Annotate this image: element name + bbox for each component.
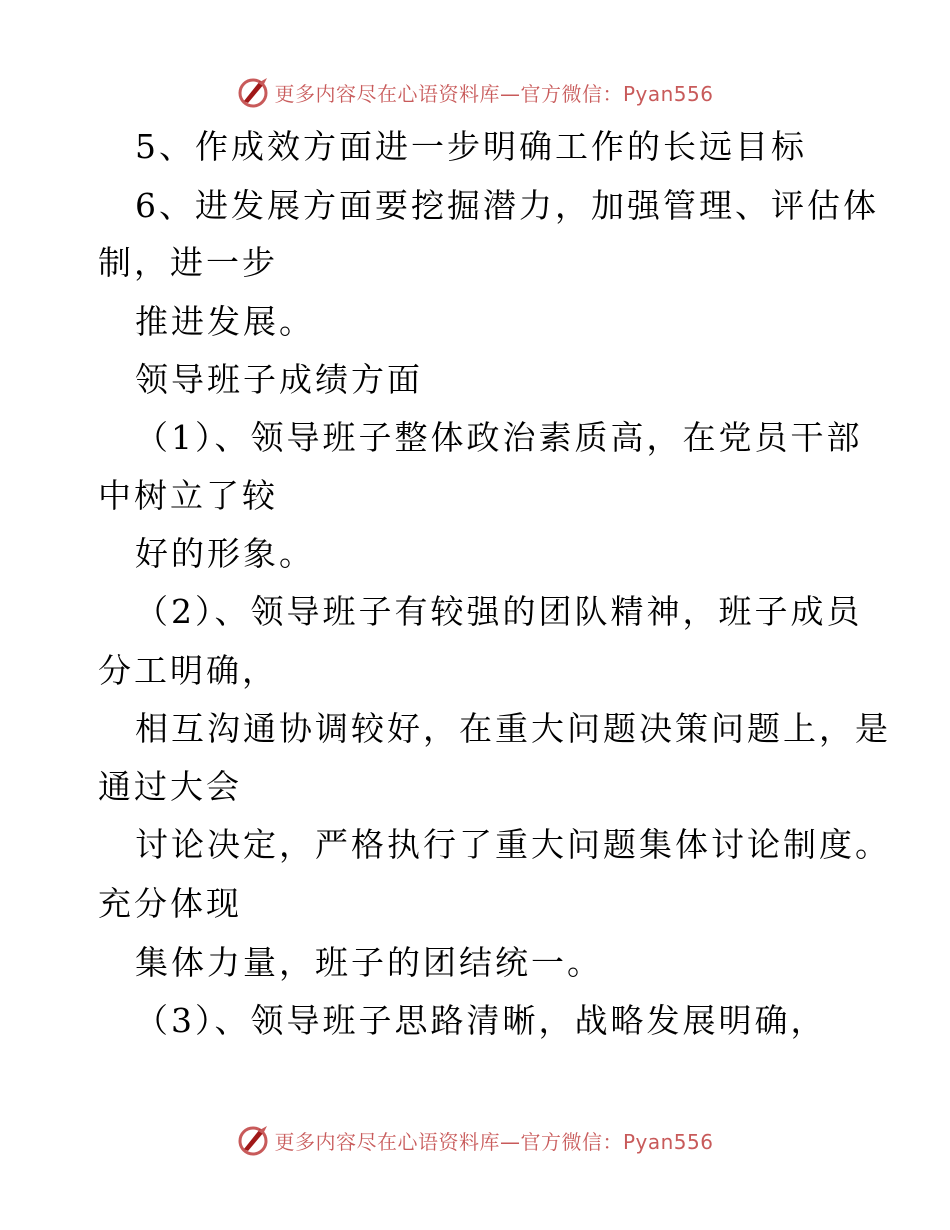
body-line: 好的形象。 (135, 534, 315, 573)
body-line: 通过大会 (98, 767, 242, 806)
body-line: 分工明确， (98, 651, 278, 690)
body-line: （1）、领导班子整体政治素质高，在党员干部 (135, 418, 863, 457)
header-banner (0, 72, 950, 112)
body-line: 讨论决定，严格执行了重大问题集体讨论制度。 (135, 825, 891, 864)
body-line: （2）、领导班子有较强的团队精神，班子成员 (135, 592, 863, 631)
body-line: 集体力量，班子的团结统一。 (135, 943, 603, 982)
body-line: 中树立了较 (98, 476, 278, 515)
body-line: （3）、领导班子思路清晰，战略发展明确， (135, 1001, 827, 1040)
body-line: 5、作成效方面进一步明确工作的长远目标 (135, 127, 807, 166)
footer-text: 更多内容尽在心语资料库—官方微信：Pyan556 (274, 1129, 714, 1154)
header-text: 更多内容尽在心语资料库—官方微信：Pyan556 (274, 81, 714, 106)
quill-pen-logo-icon (236, 75, 270, 109)
body-line: 充分体现 (98, 884, 242, 923)
body-line: 领导班子成绩方面 (135, 360, 423, 399)
quill-pen-logo-icon (236, 1123, 270, 1157)
body-line: 6、进发展方面要挖掘潜力，加强管理、评估体 (135, 186, 879, 225)
body-line: 推进发展。 (135, 302, 315, 341)
footer-banner (0, 1120, 950, 1160)
body-line: 制，进一步 (98, 243, 278, 282)
body-line: 相互沟通协调较好，在重大问题决策问题上，是 (135, 709, 891, 748)
